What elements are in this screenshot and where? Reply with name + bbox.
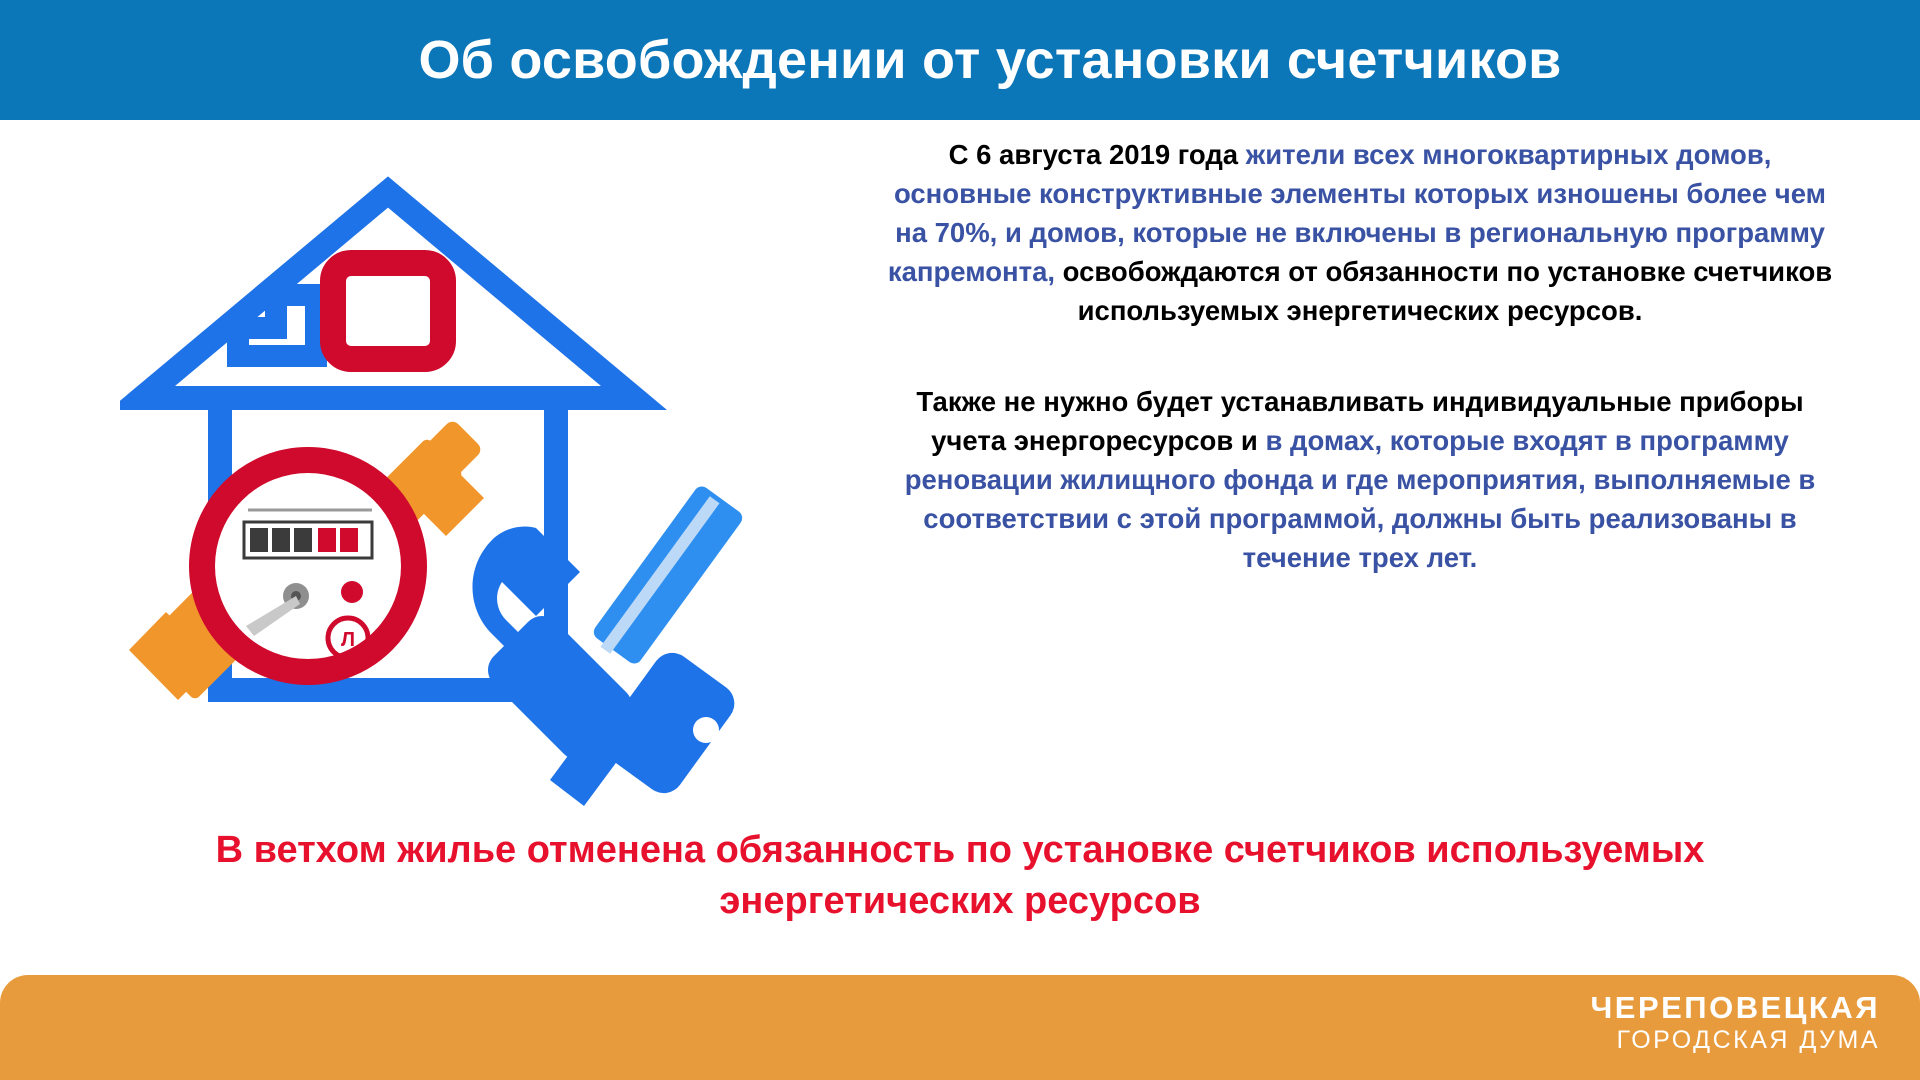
slide-footer	[0, 975, 1920, 1080]
page-title: Об освобождении от установки счетчиков	[418, 29, 1562, 90]
body-text-column	[880, 135, 1840, 577]
paragraph-1-part-1: С 6 августа 2019 года	[948, 139, 1246, 170]
svg-text:Л: Л	[340, 629, 356, 651]
logo-line-2: ГОРОДСКАЯ ДУМА	[1616, 1025, 1880, 1054]
organization-logo	[1590, 991, 1880, 1054]
logo-line-1: ЧЕРЕПОВЕЦКАЯ	[1590, 990, 1880, 1025]
illustration-house-meter-tools	[120, 130, 850, 810]
paragraph-2-part-1: Также не нужно будет устанавливать индивидуальные приборы учета энергоресурсов и	[916, 386, 1804, 457]
paragraph-2-part-2: в домах, которые входят в программу реновации жилищного фонда и где мероприятия, выполняемые в соответствии с этой программой, должны быть реализованы в течение трех лет.	[904, 425, 1816, 574]
conclusion-text: В ветхом жилье отменена обязанность по установке счетчиков используемых энергетических ресурсов	[215, 829, 1705, 923]
paragraph-1-part-3: освобождаются от обязанности по установке счетчиков используемых энергетических ресурсов.	[1055, 256, 1833, 327]
paragraph-1-part-2: жители всех многоквартирных домов, основные конструктивные элементы которых изношены более чем на 70%, и домов, которые не включены в региональную программу капремонта,	[887, 139, 1827, 288]
slide-header	[0, 0, 1920, 120]
paragraph-1	[880, 135, 1840, 330]
paragraph-2	[880, 382, 1840, 577]
